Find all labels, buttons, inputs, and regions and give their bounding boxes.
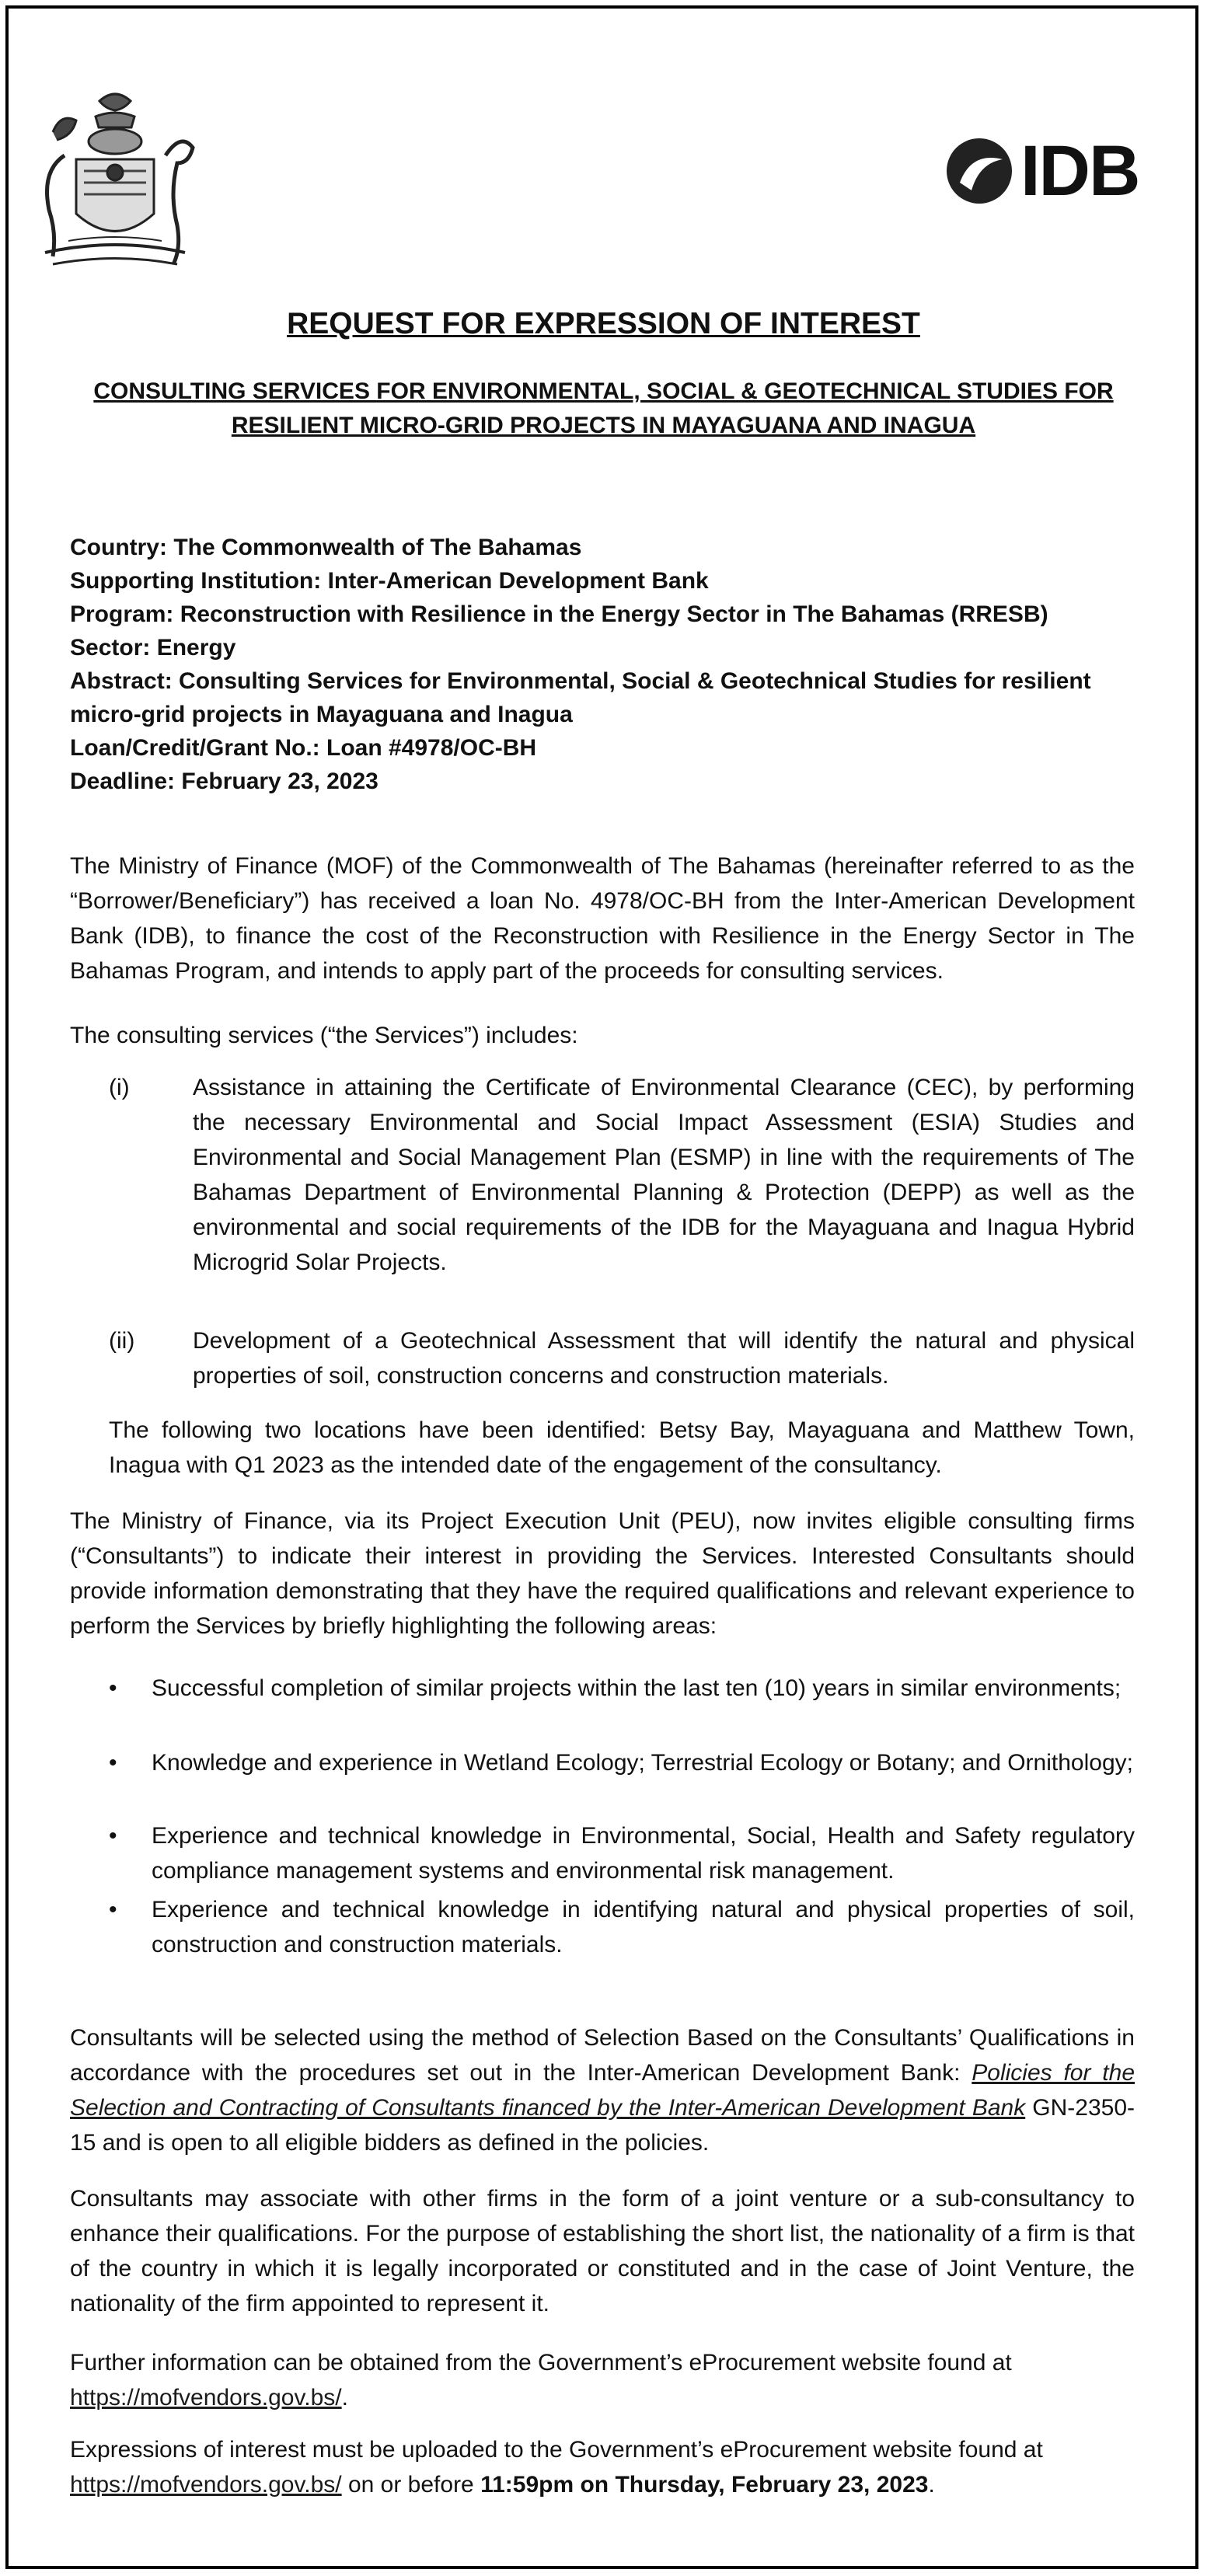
meta-country: Country: The Commonwealth of The Bahamas <box>70 535 582 560</box>
idb-logo <box>944 128 1170 214</box>
coat-of-arms-logo <box>22 85 208 280</box>
associate-paragraph: Consultants may associate with other firms in the form of a joint venture or a sub-consultancy to enhance their qualifications. For the purpose of establishing the short list, the nationality of a firm is that of the country in which it is legally incorporated or constituted and in the case of Joint Venture, the nationality of the firm appointed to represent it. <box>70 2186 1135 2316</box>
meta-loan: Loan/Credit/Grant No.: Loan #4978/OC-BH <box>70 735 537 761</box>
service-item: Development of a Geotechnical Assessment that will identify the natural and physical properties of soil, construction concerns and construction materials. <box>193 1328 1135 1389</box>
submission-mid: on or before <box>341 2472 481 2498</box>
service-item: Assistance in attaining the Certificate of Environmental Clearance (CEC), by performing the necessary Environmental and Social Impact Assessment (ESIA) Studies and Environmental and Social Management Plan (ESMP) in line with the requirements of The Bahamas Department of Environmental Planning & Protection (DEPP) as well as the environmental and social requirements of the IDB for the Mayaguana and Inagua Hybrid Microgrid Solar Projects. <box>193 1075 1135 1275</box>
bullet-icon: • <box>109 1823 117 1849</box>
bullet-icon: • <box>109 1897 117 1922</box>
mofvendors-link[interactable]: https://mofvendors.gov.bs/ <box>70 2385 342 2410</box>
service-number: (ii) <box>109 1328 135 1354</box>
bullet-item: Successful completion of similar projects within the last ten (10) years in similar environments; <box>152 1675 1122 1701</box>
page-title: REQUEST FOR EXPRESSION OF INTEREST <box>287 307 920 340</box>
bullet-item: Experience and technical knowledge in identifying natural and physical properties of soil, construction and construction materials. <box>152 1897 1135 1957</box>
services-intro: The consulting services (“the Services”) includes: <box>70 1023 578 1048</box>
submission-end: . <box>928 2472 935 2498</box>
locations-paragraph: The following two locations have been identified: Betsy Bay, Mayaguana and Matthew Town, Inagua with Q1 2023 as the intended date of the engagement of the consultancy. <box>109 1417 1135 1478</box>
idb-wordmark: IDB <box>1020 131 1139 211</box>
bullet-item: Knowledge and experience in Wetland Ecology; Terrestrial Ecology or Botany; and Ornithology; <box>152 1750 1133 1776</box>
idb-mark-icon <box>944 136 1014 206</box>
submission-paragraph <box>70 2432 1135 2502</box>
further-info-text: Further information can be obtained from the Government’s eProcurement website found at <box>70 2350 1012 2376</box>
page-subtitle: CONSULTING SERVICES FOR ENVIRONMENTAL, SOCIAL & GEOTECHNICAL STUDIES FOR RESILIENT MICRO-GRID PROJECTS IN MAYAGUANA AND INAGUA <box>93 378 1114 438</box>
meta-deadline: Deadline: February 23, 2023 <box>70 769 378 794</box>
bullet-icon: • <box>109 1675 117 1701</box>
bullet-item: Experience and technical knowledge in Environmental, Social, Health and Safety regulatory compliance management systems and environmental risk management. <box>152 1823 1135 1884</box>
selection-text: Consultants will be selected using the method of Selection Based on the Consultants’ Qualifications in accordance with the procedures set out in the Inter-American Development Bank: <box>70 2025 1135 2086</box>
submission-deadline: 11:59pm on Thursday, February 23, 2023 <box>480 2472 929 2498</box>
meta-program: Program: Reconstruction with Resilience in the Energy Sector in The Bahamas (RRESB) <box>70 601 1048 627</box>
meta-abstract: Abstract: Consulting Services for Environmental, Social & Geotechnical Studies for resilient micro-grid projects in Mayaguana and Inagua <box>70 668 1091 727</box>
meta-institution: Supporting Institution: Inter-American Development Bank <box>70 568 709 594</box>
intro-paragraph: The Ministry of Finance (MOF) of the Commonwealth of The Bahamas (hereinafter referred to as the “Borrower/Beneficiary”) has received a loan No. 4978/OC-BH from the Inter-American Development Bank (IDB), to finance the cost of the Reconstruction with Resilience in the Energy Sector in The Bahamas Program, and intends to apply part of the proceeds for consulting services. <box>70 853 1135 984</box>
selection-paragraph <box>70 2020 1135 2160</box>
selection-text-end: GN-2350-15 and is open to all eligible bidders as defined in the policies. <box>70 2095 1135 2156</box>
submission-text: Expressions of interest must be uploaded to the Government’s eProcurement website found at <box>70 2437 1043 2463</box>
further-info-end: . <box>341 2385 348 2410</box>
coat-of-arms-icon <box>22 85 208 280</box>
invite-paragraph: The Ministry of Finance, via its Project Execution Unit (PEU), now invites eligible consulting firms (“Consultants”) to indicate their interest in providing the Services. Interested Consultants should provide information demonstrating that they have the required qualifications and relevant experience to perform the Services by briefly highlighting the following areas: <box>70 1508 1135 1639</box>
mofvendors-link[interactable]: https://mofvendors.gov.bs/ <box>70 2472 342 2498</box>
policies-link[interactable]: Policies for the Selection and Contracting of Consultants financed by the Inter-American Development Bank <box>70 2060 1135 2121</box>
service-number: (i) <box>109 1075 130 1100</box>
bullet-icon: • <box>109 1750 117 1776</box>
further-info-paragraph <box>70 2345 1135 2415</box>
meta-sector: Sector: Energy <box>70 635 236 661</box>
meta-block <box>70 531 1142 798</box>
